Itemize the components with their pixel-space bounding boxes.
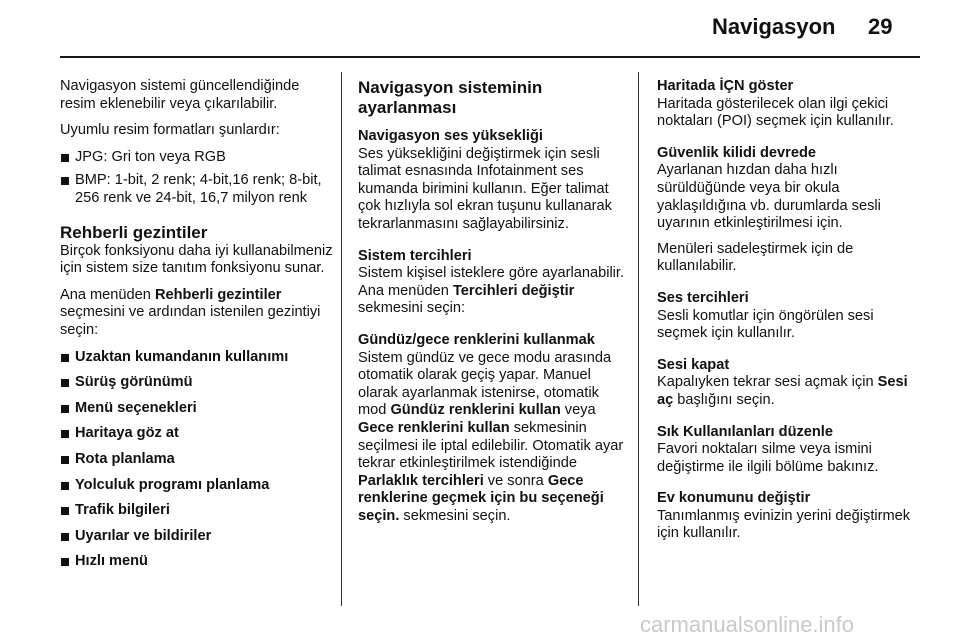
list-item: Uzaktan kumandanın kullanımı	[60, 349, 336, 367]
intro-paragraph: Navigasyon sistemi güncellendiğinde resim eklenebilir veya çıkarılabilir.	[60, 78, 300, 112]
text-run: Ana menüden	[60, 286, 155, 303]
format-list	[60, 149, 336, 208]
mute-title: Sesi kapat	[657, 356, 730, 373]
home-title: Ev konumunu değiştir	[657, 490, 811, 507]
list-item: Trafik bilgileri	[60, 502, 336, 520]
safety-lock-title: Güvenlik kilidi devrede	[657, 144, 816, 161]
guided-tours-text: Birçok fonksiyonu daha iyi kullanabilmeniz için sistem size tanıtım fonksiyonu sunar.	[60, 242, 333, 277]
text-run: ve sonra	[483, 472, 548, 489]
list-item: BMP: 1-bit, 2 renk; 4-bit,16 renk; 8-bit, 256 renk ve 24-bit, 16,7 milyon renk	[60, 172, 336, 207]
poi-text: Haritada gösterilecek olan ilgi çekici noktaları (POI) seçmek için kullanılır.	[657, 95, 894, 130]
voice-block	[657, 290, 925, 343]
text-run: sekmesini seçin:	[358, 300, 466, 317]
menu-term: Tercihleri değiştir	[452, 282, 575, 299]
preferences-title: Sistem tercihleri	[358, 247, 472, 264]
menu-term: Rehberli gezintiler	[154, 286, 282, 303]
poi-block	[657, 78, 925, 131]
day-night-title: Gündüz/gece renklerini kullanmak	[358, 331, 595, 348]
text-run: sekmesinin seçilmesi ile iptal edilebilir. Otomatik ayar tekrar etkinleştirilmek istendiğinde	[358, 419, 624, 472]
list-item: Menü seçenekleri	[60, 400, 336, 418]
column-1	[60, 78, 336, 580]
tour-list	[60, 349, 336, 571]
preferences-block	[358, 248, 628, 318]
watermark: carmanualsonline.info	[640, 612, 855, 637]
menu-term: Gece renklerine geçmek için bu seçeneği seçin.	[358, 472, 604, 524]
mute-text	[657, 374, 925, 409]
column-divider-2	[638, 72, 639, 606]
voice-text: Sesli komutlar için öngörülen sesi seçmek için kullanılır.	[657, 307, 874, 342]
home-text: Tanımlanmış evinizin yerini değiştirmek için kullanılır.	[657, 507, 911, 542]
favorites-title: Sık Kullanılanları düzenle	[657, 423, 833, 440]
home-block	[657, 490, 925, 543]
page-header-title: Navigasyon	[712, 14, 836, 39]
favorites-block	[657, 424, 925, 477]
text-run: Sistem kişisel isteklere göre ayarlanabilir. Ana menüden	[358, 265, 625, 299]
volume-title: Navigasyon ses yüksekliği	[358, 128, 543, 144]
volume-text: Ses yüksekliğini değiştirmek için sesli talimat esnasında Infotainment ses kumanda birimini kullanın. Eğer talimat çok hızlıyla sol ekran tuşunu kullanarak tekrarlanmasını sağlayabilirsiniz.	[358, 145, 612, 232]
safety-lock-block	[657, 145, 925, 233]
mute-block	[657, 357, 925, 410]
text-run: sekmesini seçin.	[399, 507, 511, 524]
text-run: başlığını seçin.	[673, 391, 775, 408]
menu-term: Sesi aç	[657, 374, 908, 408]
column-3	[657, 78, 925, 557]
menu-term: Gece renklerini kullan	[358, 419, 510, 436]
page-number: 29	[868, 14, 893, 39]
day-night-block	[358, 332, 628, 526]
text-run: Sistem gündüz ve gece modu arasında otomatik olarak geçiş yapar. Manuel olarak ayarlanmak istenirse, otomatik mod	[358, 349, 612, 419]
voice-title: Ses tercihleri	[657, 289, 749, 306]
text-run: veya	[560, 402, 596, 419]
formats-intro: Uyumlu resim formatları şunlardır:	[60, 122, 280, 139]
list-item: Rota planlama	[60, 451, 336, 469]
poi-title: Haritada İÇN göster	[657, 78, 794, 94]
favorites-text: Favori noktaları silme veya ismini değiştirme ile ilgili bölüme bakınız.	[657, 441, 879, 475]
day-night-text	[358, 350, 628, 526]
list-item: Sürüş görünümü	[60, 374, 336, 392]
list-item: Haritaya göz at	[60, 425, 336, 443]
section-title-guided-tours: Rehberli gezintiler	[60, 222, 208, 242]
guided-tours-menu-text	[60, 287, 336, 340]
volume-block	[358, 128, 628, 234]
menu-term: Gündüz renklerini kullan	[390, 402, 561, 419]
text-run: seçmesini ve ardından istenilen gezintiyi seçin:	[60, 304, 321, 338]
list-item: JPG: Gri ton veya RGB	[60, 149, 336, 167]
header-divider	[60, 56, 920, 58]
list-item: Uyarılar ve bildiriler	[60, 528, 336, 546]
list-item: Hızlı menü	[60, 553, 336, 571]
preferences-text	[358, 265, 628, 318]
text-run: Kapalıyken tekrar sesi açmak için	[657, 374, 878, 391]
simplify-text: Menüleri sadeleştirmek için de kullanılabilir.	[657, 240, 854, 275]
column-divider-1	[341, 72, 342, 606]
safety-lock-text: Ayarlanan hızdan daha hızlı sürüldüğünde veya bir okula yaklaşıldığına vb. durumlarda sesli uyarının etkinleştirilmesi için.	[657, 162, 881, 232]
section-title-settings: Navigasyon sisteminin ayarlanması	[358, 78, 543, 117]
column-2	[358, 78, 628, 539]
list-item: Yolculuk programı planlama	[60, 477, 336, 495]
menu-term: Parlaklık tercihleri	[358, 472, 484, 489]
